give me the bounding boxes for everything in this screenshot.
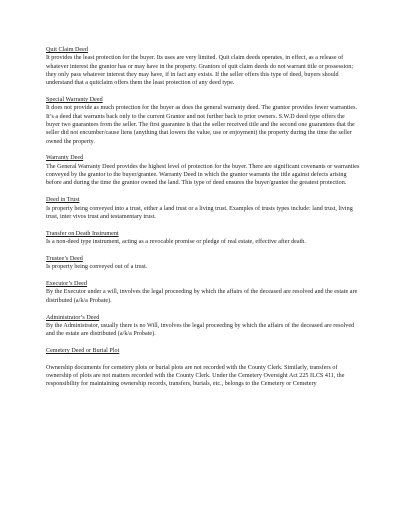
section-text: Is property being conveyed out of a trust. bbox=[46, 264, 148, 271]
section-special-warranty-deed bbox=[46, 96, 360, 146]
section-deed-in-trust bbox=[46, 196, 360, 221]
section-heading: Trustee’s Deed bbox=[46, 255, 83, 262]
section-text: Is property being conveyed into a trust, either a land trust or a living trust. Examples of trusts types include: land trust, living trust, inter vivos trust and testamentary trust. bbox=[46, 205, 353, 220]
section-text: Is a non-deed type instrument, acting as a revocable promise or pledge of real estate, effective after death. bbox=[46, 239, 306, 246]
section-text: It provides the least protection for the buyer. Its uses are very limited. Quit claim deeds operates, in effect, as a release of whatever interest the grantor has or may have in the property. Grantors of quit claim deeds do not warrant title or possession; they only pass whatever interest they may have, if in fact any exists. If the seller offers this type of deed, buyers should understand that a quitclaim offers them the least protection of any deed type. bbox=[46, 55, 354, 87]
section-quit-claim-deed bbox=[46, 46, 360, 87]
section-text: The General Warranty Deed provides the highest level of protection for the buyer. There are significant covenants or warranties conveyed by the grantor to the buyer/grantee. Warranty Deed in which the grantor warrants the title against defects arising before and during the time the grantor owned the land. This type of deed ensures the buyer/grantee the greatest protection. bbox=[46, 163, 360, 187]
section-heading: Special Warranty Deed bbox=[46, 97, 103, 104]
section-heading: Warranty Deed bbox=[46, 155, 84, 162]
section-transfer-on-death-instrument bbox=[46, 230, 360, 247]
document-body bbox=[46, 46, 360, 389]
section-text: By the Executor under a will, involves the legal proceeding by which the affairs of the deceased are resolved and the estate are distributed (a/k/a Probate). bbox=[46, 289, 358, 304]
section-heading: Quit Claim Deed bbox=[46, 47, 88, 53]
section-heading: Deed in Trust bbox=[46, 197, 80, 204]
section-text: By the Administrator, usually there is no Will, involves the legal proceeding by which the affairs of the deceased are resolved and the estate are distributed (a/k/a Probate). bbox=[46, 322, 355, 338]
section-heading: Transfer on Death Instrument bbox=[46, 230, 119, 237]
section-trustees-deed bbox=[46, 255, 360, 272]
section-administrators-deed bbox=[46, 314, 360, 339]
section-heading: Cemetery Deed or Burial Plot bbox=[46, 348, 120, 355]
section-text: It does not provide as much protection for the buyer as does the general warranty deed. The grantor provides fewer warranties. It’s a deed that warrants back only to the current Grantor and not further back to prior owners. S.W.D deed type offers the buyer two guarantees from the seller. The first guarantee is that the seller received title and the second one guarantees that the seller did not encumber/cause liens (anything that lowers the value, use or enjoyment) the property during the time the seller owned the property. bbox=[46, 105, 358, 145]
section-heading: Executor’s Deed bbox=[46, 281, 87, 288]
section-heading: Administrator’s Deed bbox=[46, 314, 100, 321]
section-executors-deed bbox=[46, 280, 360, 305]
section-cemetery-deed bbox=[46, 347, 360, 388]
section-warranty-deed bbox=[46, 154, 360, 187]
section-text: Ownership documents for cemetery plots or burial plots are not recorded with the County Clerk. Similarly, transfers of ownership of plots are not matters recorded with the County Clerk. Under the Cemetery Oversight Act 225 ILCS 411, the responsibility for maintaining ownership records, transfers, burials, etc., belongs to the Cemetery or Cemetery bbox=[46, 364, 345, 388]
